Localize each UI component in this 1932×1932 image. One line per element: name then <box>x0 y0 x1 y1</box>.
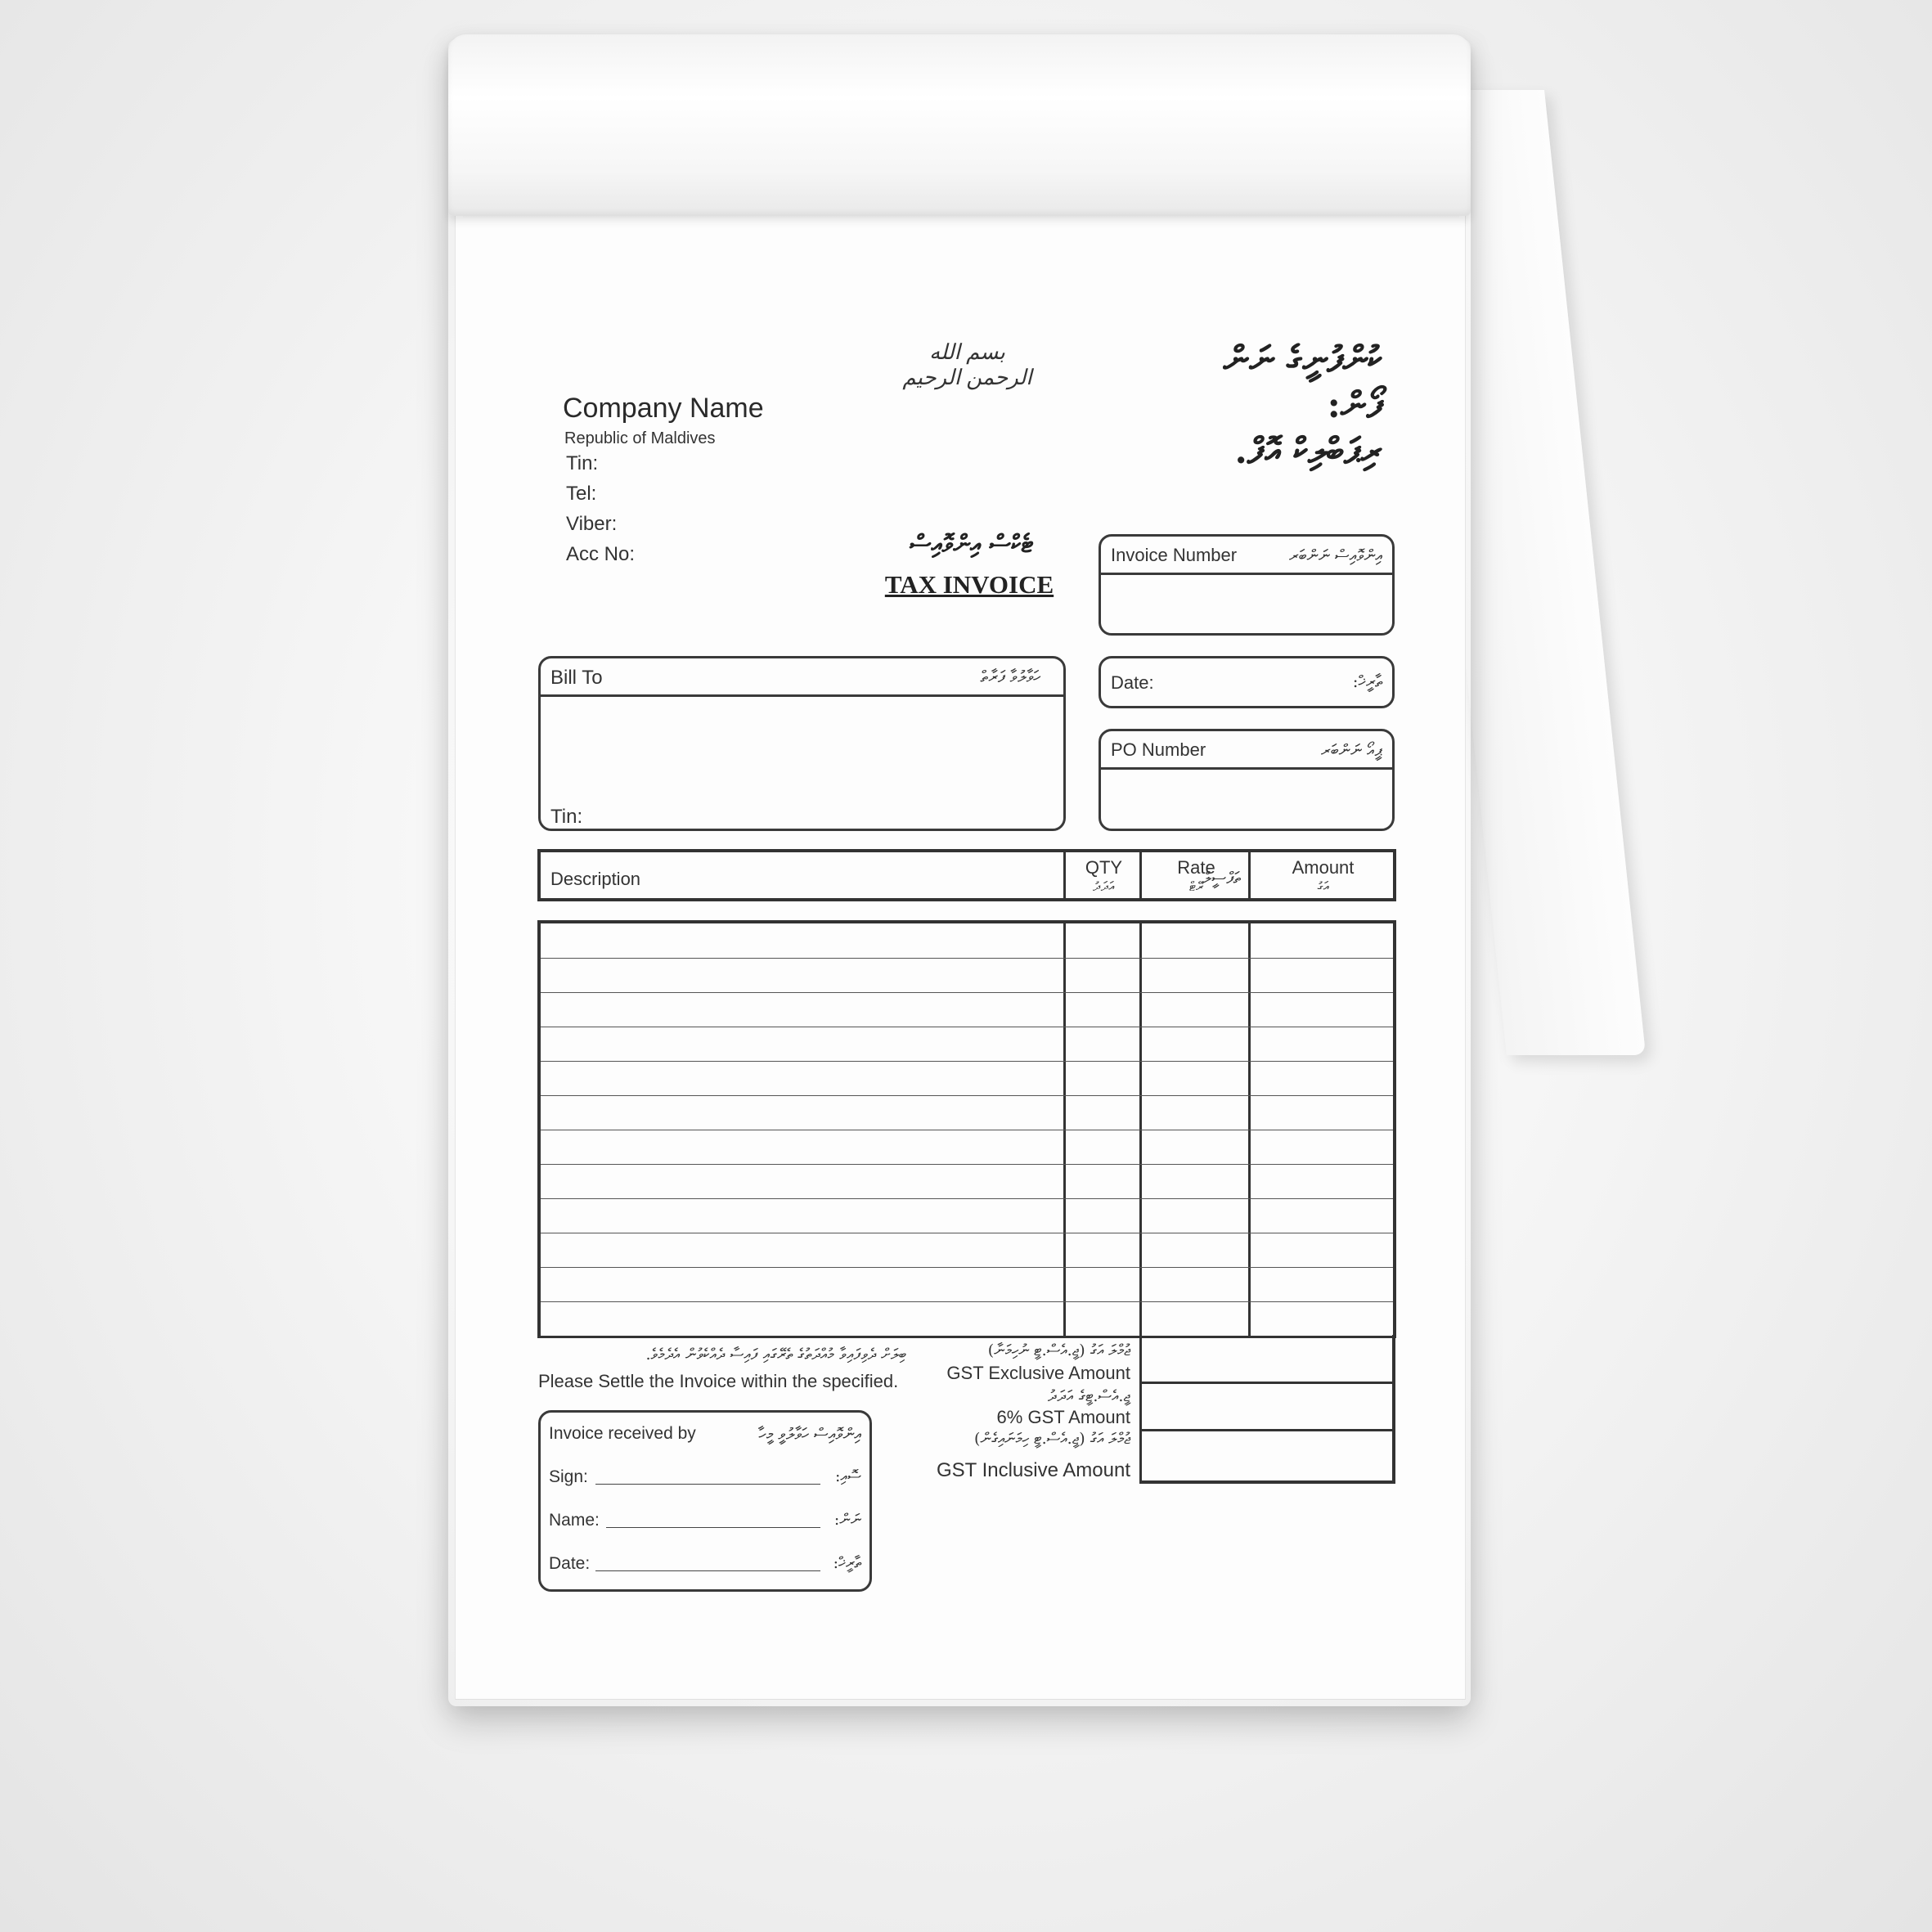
date-box <box>1099 656 1395 708</box>
amount-header-label: Amount <box>1292 857 1355 878</box>
acc-no-label: Acc No: <box>566 543 636 565</box>
totals-divider <box>1142 1382 1392 1384</box>
gst-inclusive-dhivehi: ޖުމްލަ އަގު (ޖީ.އެސް.ޓީ ހިމަނައިގެން) <box>974 1430 1130 1448</box>
received-title-dhivehi: އިންވޮއިސް ހަވާލުވީ މީހާ <box>758 1424 861 1444</box>
table-row-line <box>541 1301 1393 1302</box>
received-title-row <box>549 1424 861 1444</box>
invoice-number-box <box>1099 534 1395 636</box>
received-date-label-dhivehi: ތާރީޚް: <box>833 1554 861 1572</box>
date-line <box>595 1570 820 1571</box>
name-label: Name: <box>549 1511 600 1530</box>
invoice-number-label: Invoice Number <box>1111 545 1238 565</box>
tel-label: Tel: <box>566 483 597 505</box>
tin-label: Tin: <box>566 452 599 474</box>
rate-header-label: Rate <box>1177 857 1215 878</box>
rate-header-dhivehi: ރޭޓް <box>1188 878 1204 894</box>
table-row-line <box>541 1095 1393 1096</box>
description-header-dhivehi-text: ތަފްސީލް <box>1202 868 1241 887</box>
dhivehi-company-line: ކުންފުނީގެ ނަން <box>1223 339 1382 380</box>
amount-header-dhivehi: އަގު <box>1317 878 1329 894</box>
po-number-header <box>1101 731 1392 770</box>
dhivehi-company-line: ފޯން: <box>1327 384 1382 426</box>
received-title: Invoice received by <box>549 1424 696 1443</box>
bill-to-label: Bill To <box>550 667 603 689</box>
bill-to-box <box>538 656 1066 831</box>
date-label: Date: <box>1111 672 1154 693</box>
received-sign-row <box>549 1467 861 1487</box>
bill-to-header <box>541 658 1063 697</box>
sign-label-dhivehi: ސޮއި: <box>834 1467 861 1485</box>
table-row-line <box>541 1164 1393 1165</box>
name-label-dhivehi: ނަން: <box>833 1511 861 1529</box>
table-row-line <box>541 1267 1393 1268</box>
date-label-dhivehi: ތާރީޚް: <box>1352 672 1382 691</box>
company-name: Company Name <box>563 393 764 424</box>
po-number-label-dhivehi: ޕީއޯ ނަންބަރ <box>1321 740 1382 760</box>
bismillah-calligraphy: بسم الله الرحمن الرحيم <box>902 339 1032 389</box>
po-number-box <box>1099 729 1395 831</box>
rate-header <box>1139 852 1251 898</box>
qty-header <box>1063 852 1142 898</box>
gst-exclusive-dhivehi: ޖުމްލަ އަގު (ޖީ.އެސް.ޓީ ނުހިމަނާ) <box>987 1341 1130 1359</box>
invoice-received-box <box>538 1410 872 1592</box>
gst-inclusive-label: GST Inclusive Amount <box>937 1459 1130 1481</box>
sign-label: Sign: <box>549 1467 588 1486</box>
invoice-number-label-dhivehi: އިންވޮއިސް ނަންބަރ <box>1288 546 1382 565</box>
pad-binding <box>448 34 1471 216</box>
gst-amount-label: 6% GST Amount <box>996 1407 1130 1427</box>
qty-header-label: QTY <box>1085 857 1123 878</box>
items-table-header <box>537 849 1396 901</box>
tax-invoice-title-dhivehi: ޓެކްސް އިންވޮއިސް <box>910 530 1033 559</box>
sign-line <box>595 1484 820 1485</box>
items-table-body <box>537 920 1396 1338</box>
po-number-label: PO Number <box>1111 739 1206 760</box>
tax-invoice-title: TAX INVOICE <box>884 570 1054 599</box>
received-name-row <box>549 1511 861 1530</box>
received-date-label: Date: <box>549 1554 591 1573</box>
settle-note-dhivehi: ބިލަށް ދެވިފައިވާ މުއްދަތުގެ ތެރޭގައި ފައިސާ ދެއްކެވުން އެދެމެވެ. <box>645 1346 906 1364</box>
settle-note: Please Settle the Invoice within the specified. <box>538 1371 899 1391</box>
table-row-line <box>541 1061 1393 1062</box>
dhivehi-company-block <box>1194 337 1382 474</box>
gst-amount-dhivehi: ޖީ.އެސް.ޓީގެ އަދަދު <box>1047 1387 1130 1405</box>
bill-to-label-dhivehi: ހަވާލުވާ ފަރާތް <box>980 667 1040 686</box>
received-date-row <box>549 1554 861 1574</box>
amount-header <box>1248 852 1395 898</box>
bill-to-tin-label: Tin: <box>550 806 583 828</box>
company-country: Republic of Maldives <box>564 429 716 447</box>
name-line <box>606 1527 820 1528</box>
totals-box <box>1139 1335 1395 1484</box>
table-row-line <box>541 992 1393 993</box>
qty-header-dhivehi: އަދަދު <box>1093 878 1115 894</box>
viber-label: Viber: <box>566 513 618 535</box>
table-row-line <box>541 958 1393 959</box>
dhivehi-company-line: ރިޕަބްލިކް އޮފް. <box>1234 430 1382 472</box>
description-header: Description <box>550 869 641 889</box>
totals-divider <box>1142 1429 1392 1431</box>
gst-exclusive-label: GST Exclusive Amount <box>946 1363 1130 1383</box>
invoice-number-header <box>1101 537 1392 575</box>
table-row-line <box>541 1198 1393 1199</box>
